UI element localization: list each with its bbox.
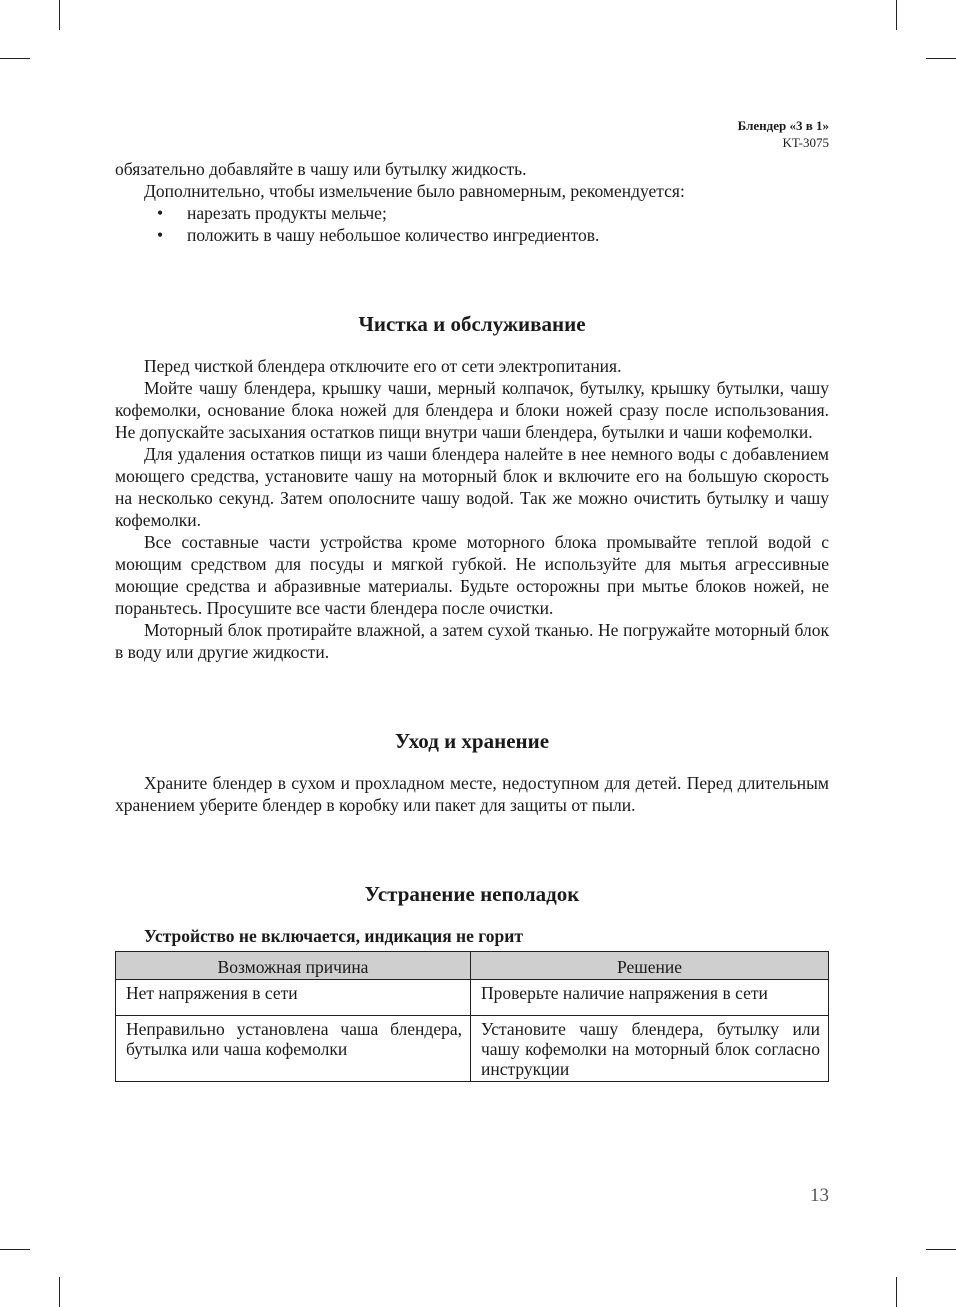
table-cell-solution: Установите чашу блендера, бутылку или чашу кофемолки на моторный блок согласно инструкции — [471, 1016, 829, 1082]
header-title: Блендер «3 в 1» — [737, 118, 829, 133]
page-number: 13 — [810, 1185, 829, 1206]
crop-mark-bottom-right-v — [896, 1277, 897, 1307]
table-row — [116, 1016, 829, 1082]
intro-line-1: обязательно добавляйте в чашу или бутылку жидкость. — [115, 159, 527, 179]
section-title-storage: Уход и хранение — [394, 729, 550, 753]
crop-mark-top-right-v — [896, 0, 897, 30]
paragraph: Моторный блок протирайте влажной, а затем сухой тканью. Не погружайте моторный блок в воду или другие жидкости. — [115, 620, 829, 662]
crop-mark-bottom-right-h — [926, 1249, 956, 1250]
table-cell-cause: Неправильно установлена чаша блендера, бутылка или чаша кофемолки — [116, 1016, 471, 1082]
bullet-icon: • — [157, 225, 164, 245]
list-item: • нарезать продукты мельче; — [157, 203, 387, 223]
intro-line-2: Дополнительно, чтобы измельчение было равномерным, рекомендуется: — [144, 181, 685, 201]
crop-mark-top-left-v — [59, 0, 60, 30]
troubleshooting-table — [115, 951, 829, 1082]
section-title-cleaning: Чистка и обслуживание — [358, 312, 586, 336]
page-content — [115, 158, 829, 1082]
table-row — [116, 980, 829, 1016]
running-header — [738, 117, 829, 151]
paragraph: Все составные части устройства кроме моторного блока промывайте теплой водой с моющим средством для посуды и мягкой губкой. Не используйте для мытья агрессивные моющие средства и абразивные материалы. Будьте осторожны при мытье блоков ножей, не пораньтесь. Просушите все части блендера после очистки. — [115, 532, 829, 618]
storage-body — [115, 772, 829, 816]
column-header-solution: Решение — [471, 952, 829, 980]
crop-mark-bottom-left-h — [0, 1249, 30, 1250]
intro-bullet-list — [115, 202, 829, 246]
section-title-troubleshooting: Устранение неполадок — [364, 882, 580, 906]
cleaning-body — [115, 355, 829, 663]
paragraph: Мойте чашу блендера, крышку чаши, мерный колпачок, бутылку, крышку бутылки, чашу кофемолки, основание блока ножей для блендера и блоки ножей сразу после использования. Не допускайте засыхания остатков пищи внутри чаши блендера, бутылки и чаши кофемолки. — [115, 378, 829, 442]
crop-mark-bottom-left-v — [59, 1277, 60, 1307]
crop-mark-top-right-h — [926, 58, 956, 59]
paragraph: Перед чисткой блендера отключите его от сети электропитания. — [144, 356, 622, 376]
column-header-cause: Возможная причина — [116, 952, 471, 980]
crop-mark-top-left-h — [0, 58, 30, 59]
list-item: • положить в чашу небольшое количество ингредиентов. — [157, 225, 600, 245]
paragraph: Для удаления остатков пищи из чаши блендера налейте в нее немного воды с добавлением моющего средства, установите чашу на моторный блок и включите его на большую скорость на несколько секунд. Затем ополосните чашу водой. Так же можно очистить бутылку и чашу кофемолки. — [115, 444, 829, 530]
bullet-icon: • — [157, 203, 164, 223]
table-cell-solution: Проверьте наличие напряжения в сети — [471, 980, 829, 1016]
troubleshooting-subtitle: Устройство не включается, индикация не горит — [144, 926, 523, 946]
table-cell-cause: Нет напряжения в сети — [116, 980, 471, 1016]
table-header-row — [116, 952, 829, 980]
paragraph: Храните блендер в сухом и прохладном месте, недоступном для детей. Перед длительным хранением уберите блендер в коробку или пакет для защиты от пыли. — [115, 773, 829, 815]
header-model: KT-3075 — [782, 135, 829, 150]
